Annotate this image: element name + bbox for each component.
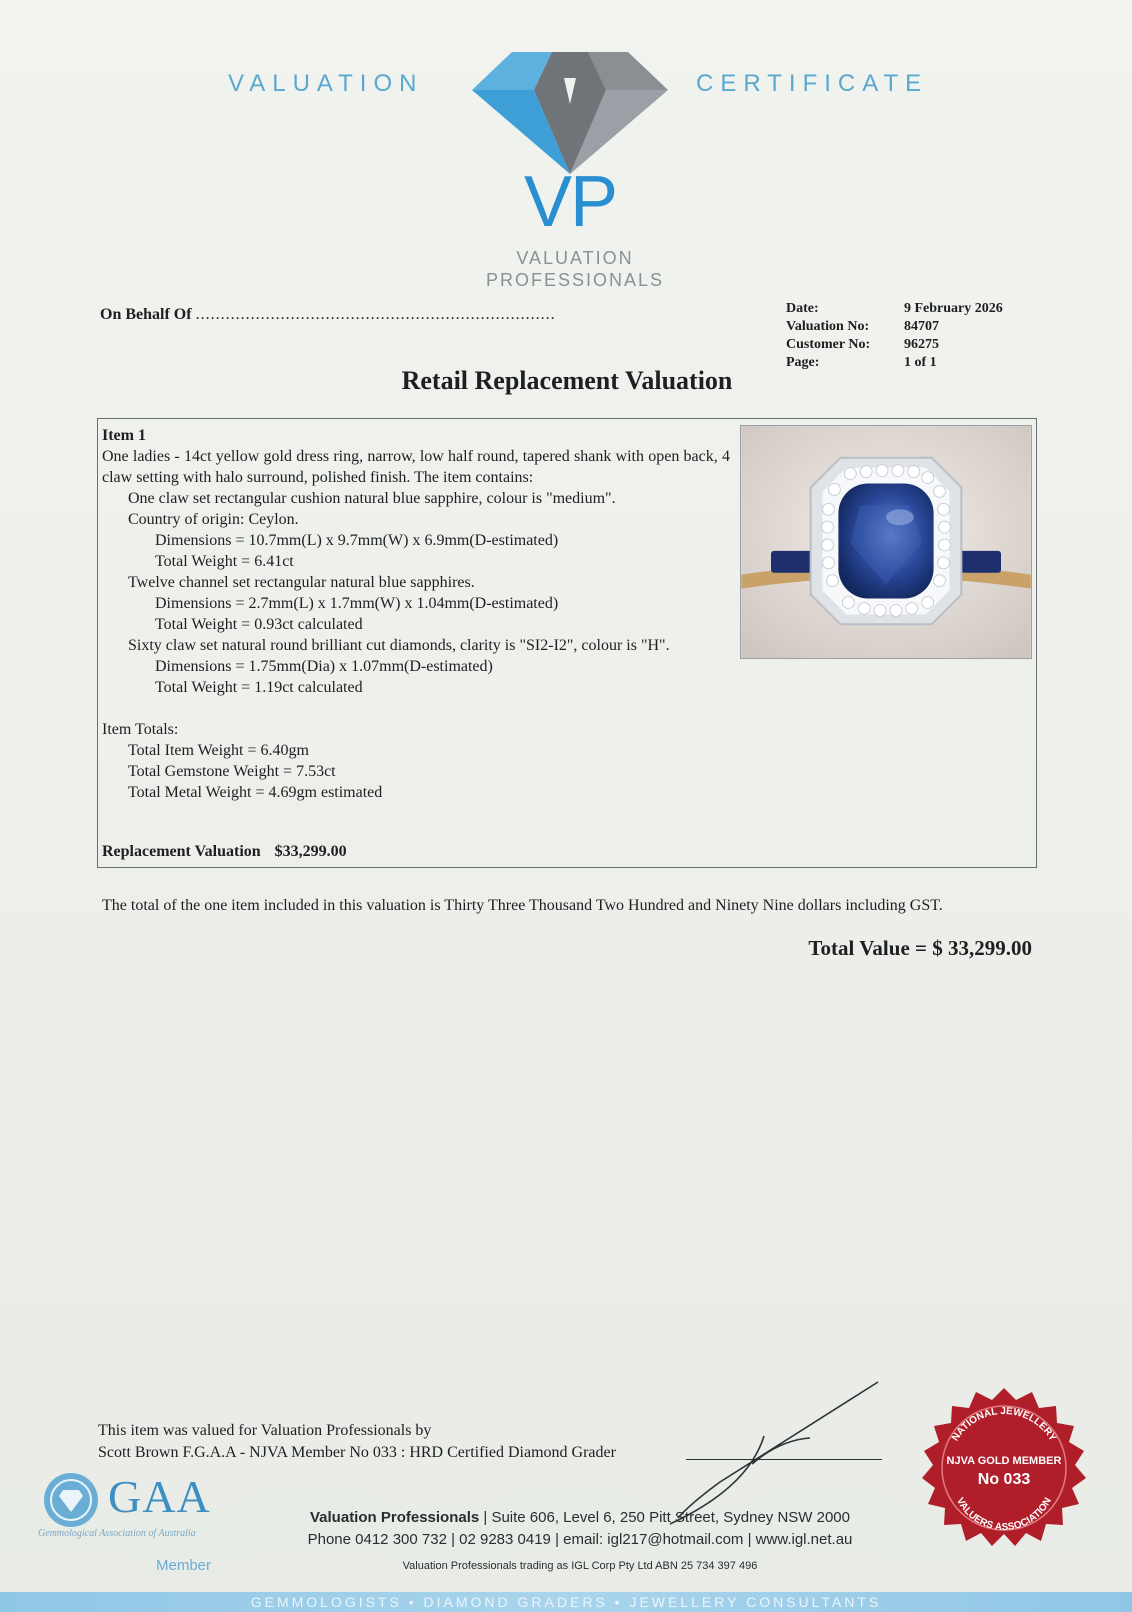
meta-value: 1 of 1 — [904, 355, 937, 370]
gaa-logo-text: GAA — [108, 1471, 211, 1522]
spacer — [102, 698, 730, 719]
gaa-association: Gemmological Association of Australia — [38, 1528, 196, 1539]
gaa-member: Member — [156, 1557, 212, 1574]
stone-2-dimensions: Dimensions = 2.7mm(L) x 1.7mm(W) x 1.04mm(D-estimated) — [155, 595, 559, 612]
bottom-banner: GEMMOLOGISTS • DIAMOND GRADERS • JEWELLERY CONSULTANTS — [0, 1592, 1132, 1612]
meta-label: Page: — [786, 355, 820, 370]
ring-photo — [740, 425, 1032, 659]
meta-value: 84707 — [904, 319, 939, 334]
item-description — [102, 425, 730, 803]
meta-row — [786, 318, 1003, 336]
stone-1-weight: Total Weight = 6.41ct — [155, 553, 294, 570]
address-line — [250, 1507, 910, 1529]
address-text: | Suite 606, Level 6, 250 Pitt Street, Sydney NSW 2000 — [479, 1509, 850, 1526]
stone-3-weight: Total Weight = 1.19ct calculated — [155, 679, 363, 696]
stone-3-dimensions: Dimensions = 1.75mm(Dia) x 1.07mm(D-estimated) — [155, 658, 493, 675]
seal-number-text: No 033 — [977, 1471, 1031, 1488]
meta-row — [786, 336, 1003, 354]
valuer-line-1: This item was valued for Valuation Professionals by — [98, 1422, 432, 1439]
meta-label: Date: — [786, 301, 819, 316]
document-title — [0, 366, 1132, 396]
total-metal-weight: Total Metal Weight = 4.69gm estimated — [128, 784, 383, 801]
diamond-logo-icon — [472, 50, 668, 174]
on-behalf-of — [100, 306, 556, 324]
replacement-value: $33,299.00 — [274, 843, 347, 860]
seal-member-text: NJVA GOLD MEMBER — [946, 1455, 1062, 1467]
company-address — [250, 1507, 910, 1551]
stone-2-weight: Total Weight = 0.93ct calculated — [155, 616, 363, 633]
meta-label: Valuation No: — [786, 319, 870, 334]
document-title-text: Retail Replacement Valuation — [401, 366, 733, 395]
header-word-valuation: VALUATION — [228, 70, 424, 97]
total-gemstone-weight: Total Gemstone Weight = 7.53ct — [128, 763, 336, 780]
meta-value: 96275 — [904, 337, 939, 352]
stone-2: Twelve channel set rectangular natural blue sapphires. — [128, 574, 475, 591]
valuer-line-2: Scott Brown F.G.A.A - NJVA Member No 033 : HRD Certified Diamond Grader — [98, 1444, 616, 1461]
on-behalf-label: On Behalf Of — [100, 306, 192, 323]
valuation-meta — [786, 300, 1003, 372]
item-heading: Item 1 — [102, 427, 146, 444]
company-name: Valuation Professionals — [310, 1509, 480, 1526]
logo-subtitle-line1: VALUATION — [516, 248, 634, 268]
header-word-certificate: CERTIFICATE — [696, 70, 929, 97]
contact-line: Phone 0412 300 732 | 02 9283 0419 | email: igl217@hotmail.com | www.igl.net.au — [307, 1531, 853, 1548]
stone-1-dimensions: Dimensions = 10.7mm(L) x 9.7mm(W) x 6.9mm(D-estimated) — [155, 532, 559, 549]
meta-row — [786, 300, 1003, 318]
item-main-description: One ladies - 14ct yellow gold dress ring, narrow, low half round, tapered shank with open back, 4 claw setting with halo surround, polished finish. The item contains: — [102, 448, 730, 486]
total-item-weight: Total Item Weight = 6.40gm — [128, 742, 309, 759]
item-box — [97, 418, 1037, 868]
total-value: Total Value = $ 33,299.00 — [808, 936, 1032, 960]
replacement-label: Replacement Valuation — [102, 843, 261, 860]
on-behalf-dots: ........................................................................ — [195, 306, 556, 323]
stone-3: Sixty claw set natural round brilliant cut diamonds, clarity is "SI2-I2", colour is "H". — [128, 637, 670, 654]
replacement-valuation — [102, 843, 347, 861]
logo-subtitle-line2: PROFESSIONALS — [485, 270, 665, 290]
meta-value: 9 February 2026 — [904, 301, 1003, 316]
stone-1-origin: Country of origin: Ceylon. — [128, 511, 299, 528]
logo-vp-letters: VP — [523, 162, 617, 242]
njva-seal-icon — [914, 1386, 1094, 1566]
item-totals-heading: Item Totals: — [102, 721, 179, 738]
signature-icon — [660, 1378, 900, 1528]
seal-top-text: NATIONAL JEWELLERY — [950, 1405, 1058, 1444]
summary-paragraph: The total of the one item included in this valuation is Thirty Three Thousand Two Hundred and Ninety Nine dollars including GST. — [102, 897, 943, 914]
seal-bottom-text: VALUERS ASSOCIATION — [954, 1495, 1054, 1534]
meta-label: Customer No: — [786, 337, 871, 352]
trading-line: Valuation Professionals trading as IGL Corp Pty Ltd ABN 25 734 397 496 — [402, 1560, 758, 1572]
valuer-statement — [98, 1420, 616, 1464]
stone-1: One claw set rectangular cushion natural blue sapphire, colour is "medium". — [128, 490, 616, 507]
